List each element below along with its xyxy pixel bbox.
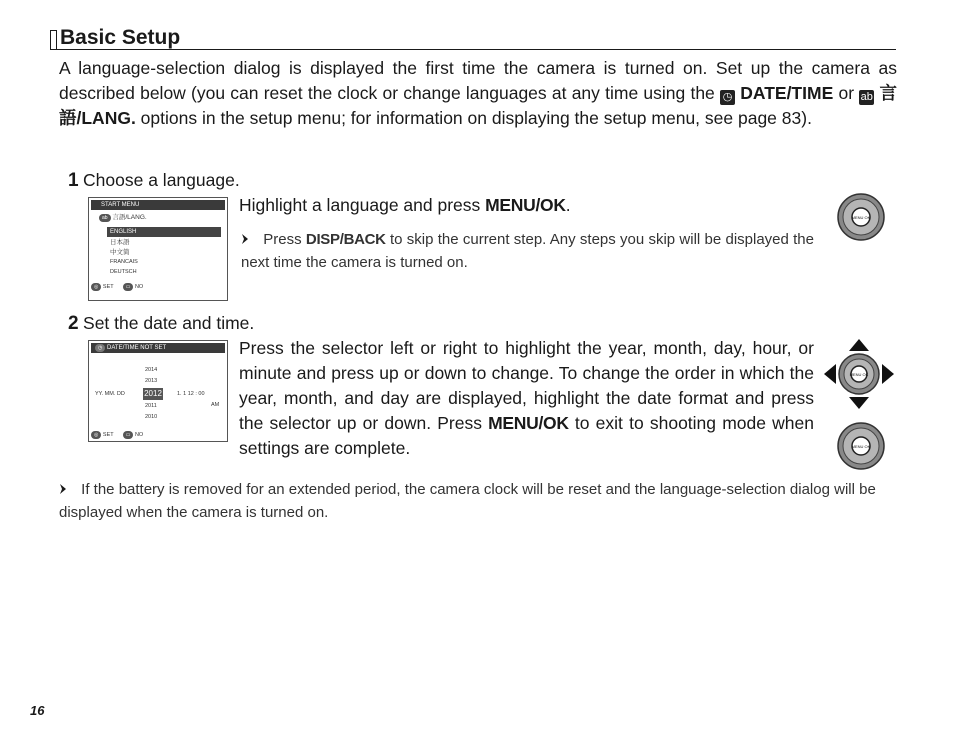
menu-ok-label: MENU/OK: [488, 413, 569, 433]
intro-paragraph: A language-selection dialog is displayed the first time the camera is turned on. Set up the camera as described below (you can reset the clock or change languages at any time using the ◷ DATE/TIME or ab 言語/LANG. options in the setup menu; for information on displaying the setup menu, see page 83).: [59, 58, 897, 128]
am-pm[interactable]: AM: [211, 402, 220, 408]
clock-icon: ◷: [720, 90, 735, 105]
menu-ok-dial-icon: [836, 192, 886, 242]
date-format[interactable]: YY. MM. DD: [95, 391, 125, 397]
step-1-note: Press DISP/BACK to skip the current step. Any steps you skip will be displayed the next time the camera is turned on.: [241, 231, 814, 271]
menu-ok-chip: ◎: [91, 431, 101, 439]
heading-rule: [50, 49, 896, 50]
note-pencil-icon: [241, 233, 251, 245]
list-item[interactable]: 中文简: [110, 249, 130, 256]
clock-icon: ◷: [95, 344, 105, 352]
battery-note: If the battery is removed for an extended period, the camera clock will be reset and the language-selection dialog will be displayed when the camera is turned on.: [59, 481, 876, 521]
date-time-screen: [88, 340, 228, 442]
heading-marker: [50, 30, 57, 50]
step-number: 1: [68, 170, 79, 191]
step-2-heading: [68, 313, 254, 335]
screen-footer: ◎ SET ▭ NO: [91, 431, 225, 439]
language-icon: ab: [860, 91, 873, 103]
year-field-selected[interactable]: 2012: [144, 389, 162, 398]
step-title: Set the date and time.: [83, 313, 255, 333]
svg-text:MENU OK: MENU OK: [851, 444, 871, 449]
step-title: Choose a language.: [83, 170, 240, 190]
list-item[interactable]: FRANCAIS: [110, 259, 138, 265]
menu-ok-chip: ◎: [91, 283, 101, 291]
disp-chip: ▭: [123, 283, 134, 291]
list-item[interactable]: 日本語: [110, 239, 130, 246]
selector-arrows-icon: [822, 337, 896, 411]
lang-option: 言語/LANG.: [59, 83, 897, 128]
screen-title-bar: ◷ DATE/TIME NOT SET: [91, 343, 225, 353]
step-2-text: Press the selector left or right to highlight the year, month, day, hour, or minute and press up or down to change. To change the order in which the year, month, and day are displayed, highlight the date format and press the selector up or down. Press MENU/OK to exit to shooting mode when settings are complete.: [239, 338, 814, 458]
page-title: Basic Setup: [60, 26, 181, 49]
language-list: [107, 227, 221, 277]
step-1-heading: [68, 170, 240, 192]
list-item-selected[interactable]: ENGLISH: [107, 227, 221, 237]
disp-back-label: DISP/BACK: [305, 231, 386, 248]
step-1-text: Highlight a language and press MENU/OK.: [239, 195, 571, 215]
svg-text:MENU OK: MENU OK: [849, 372, 869, 377]
screen-subtitle: ab 言語/LANG.: [91, 212, 225, 222]
date-time-value[interactable]: 1. 1 12 : 00: [177, 391, 205, 397]
step-number: 2: [68, 313, 79, 334]
page-number: 16: [30, 703, 45, 718]
language-screen: [88, 197, 228, 301]
date-time-picker: 2014 2013 2012 2011 2010 YY. MM. DD 1. 1 12 : 00 AM: [95, 367, 220, 420]
language-icon: ab: [99, 214, 111, 222]
screen-footer: ◎ SET ▭ NO: [91, 283, 225, 291]
list-item[interactable]: DEUTSCH: [110, 269, 137, 275]
note-pencil-icon: [59, 483, 69, 495]
date-time-option: DATE/TIME: [740, 83, 834, 103]
svg-text:MENU OK: MENU OK: [851, 215, 871, 220]
menu-ok-dial-icon: [836, 421, 886, 471]
menu-ok-label: MENU/OK: [485, 195, 566, 215]
screen-title-bar: START MENU: [91, 200, 225, 210]
disp-chip: ▭: [123, 431, 134, 439]
